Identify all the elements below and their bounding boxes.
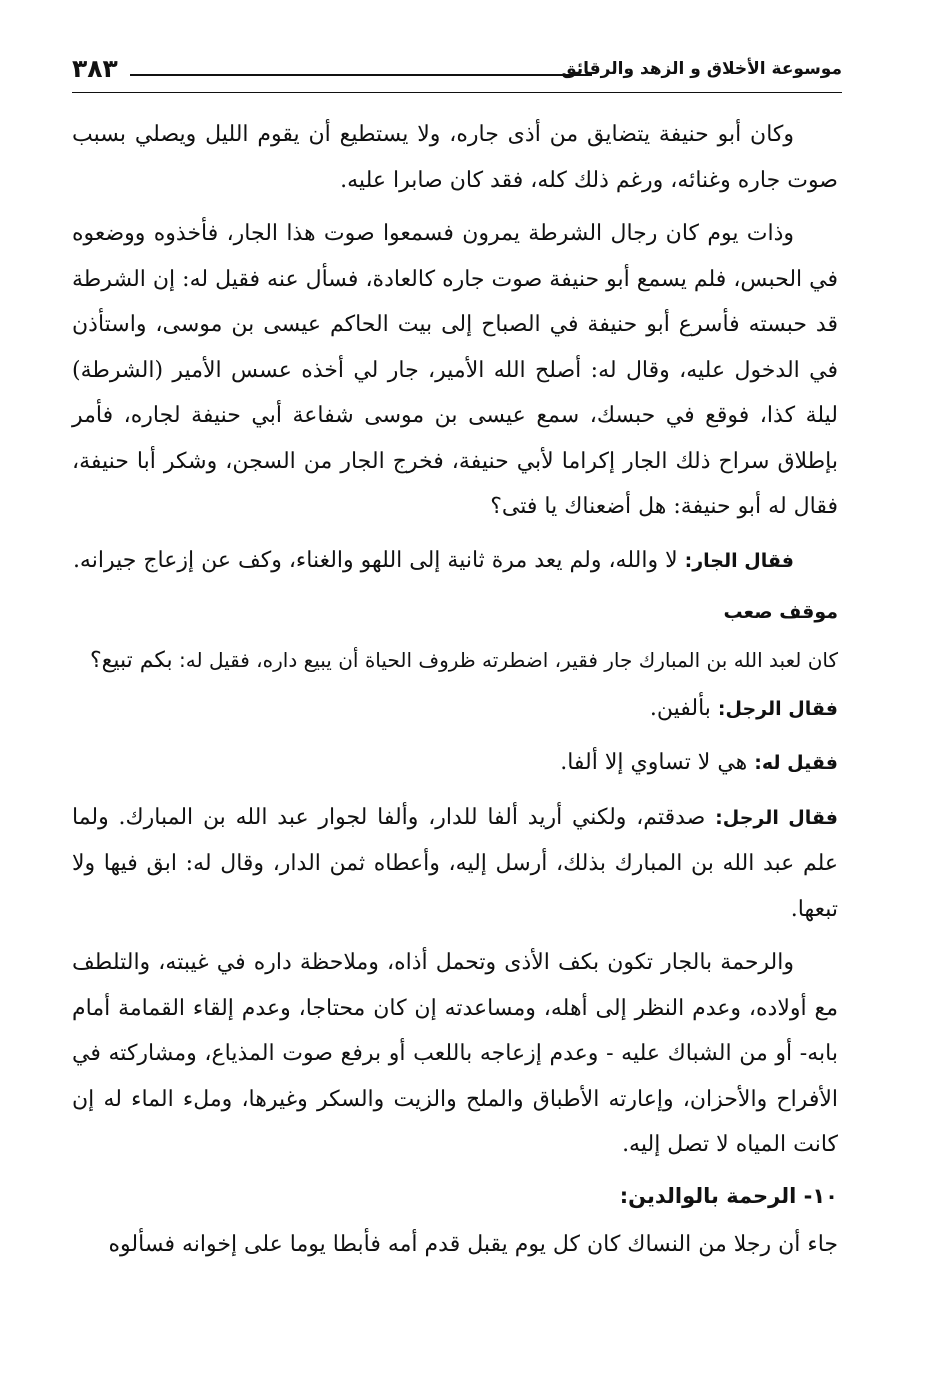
paragraph-text: بألفين. [649,695,711,721]
paragraph-ascetic-story: جاء أن رجلا من النساك كان كل يوم يقبل قدم أمه فأبطا يوما على إخوانه فسألوه [108,1231,838,1257]
section-heading-mercy-to-parents: ١٠- الرحمة بالوالدين: [619,1183,838,1208]
paragraph-text: كان لعبد الله بن المبارك جار فقير، اضطرته ظروف الحياة أن يبيع داره، فقيل له: [179,648,838,672]
speaker-label: فقيل له: [754,752,838,774]
paragraph-man-explains [72,795,838,933]
paragraph-text: هي لا تساوي إلا ألفا. [560,750,748,775]
section-heading-difficult-situation: موقف صعب [723,601,838,623]
paragraph-told-him [72,740,838,787]
page-body [72,112,838,1275]
paragraph-question: بكم تبيع؟ [89,648,173,673]
paragraph-police-story: وذات يوم كان رجال الشرطة يمرون فسمعوا صوت هذا الجار، فأخذوه ووضعوه في الحبس، فلم يسمع أبو حنيفة صوت جاره كالعادة، فسأل عنه فقيل له: إن الشرطة قد حبسته فأسرع أبو حنيفة في الصباح إلى بيت الحاكم عيسى بن موسى، واستأذن في الدخول عليه، وقال له: أصلح الله الأمير، جار لي أخذه عسس الأمير (الشرطة) ليلة كذا، فوقع في حبسك، سمع عيسى بن موسى شفاعة أبي حنيفة لجاره، فأمر بإطلاق سراح ذلك الجار إكراما لأبي حنيفة، فخرج الجار من السجن، وشكر أبا حنيفة، فقال له أبو حنيفة: هل أضعناك يا فتى؟ [72,221,838,519]
paragraph-ibn-mubarak-neighbor [72,638,838,684]
paragraph-abu-hanifa-neighbor: وكان أبو حنيفة يتضايق من أذى جاره، ولا يستطيع أن يقوم الليل ويصلي بسبب صوت جاره وغنائه، ورغم ذلك كله، فقد كان صابرا عليه. [72,122,838,193]
header-rule [130,74,592,76]
paragraph-mercy-to-neighbor: والرحمة بالجار تكون بكف الأذى وتحمل أذاه، وملاحظة داره في غيبته، والتلطف مع أولاده، وعدم النظر إلى أهله، ومساعدته إن كان محتاجا، وعدم إلقاء القمامة أمام بابه- أو من الشباك عليه - وعدم إزعاجه باللعب أو برفع صوت المذياع، ومشاركته في الأفراح والأحزان، وإعارته الأطباق والملح والزيت والسكر وغيرها، وملء الماء له إن كانت المياه لا تصل إليه. [72,950,838,1157]
paragraph-text: صدقتم، ولكني أريد ألفا للدار، وألفا لجوار عبد الله بن المبارك. ولما علم عبد الله بن المبارك بذلك، أرسل إليه، وأعطاه ثمن الدار، وقال له: ابق فيها ولا تبعها. [72,804,838,922]
paragraph-man-reply [72,686,838,733]
page-header [72,52,842,92]
speaker-label: فقال الرجل: [717,697,838,720]
speaker-label: فقال الرجل: [715,806,838,829]
page-number: ٣٨٣ [72,54,118,83]
running-title: موسوعة الأخلاق و الزهد والرقائق [561,59,842,79]
paragraph-text: لا والله، ولم يعد مرة ثانية إلى اللهو والغناء، وكف عن إزعاج جيرانه. [72,547,678,573]
header-divider [72,92,842,93]
speaker-label: فقال الجار: [684,549,794,572]
paragraph-neighbor-reply [72,538,838,585]
